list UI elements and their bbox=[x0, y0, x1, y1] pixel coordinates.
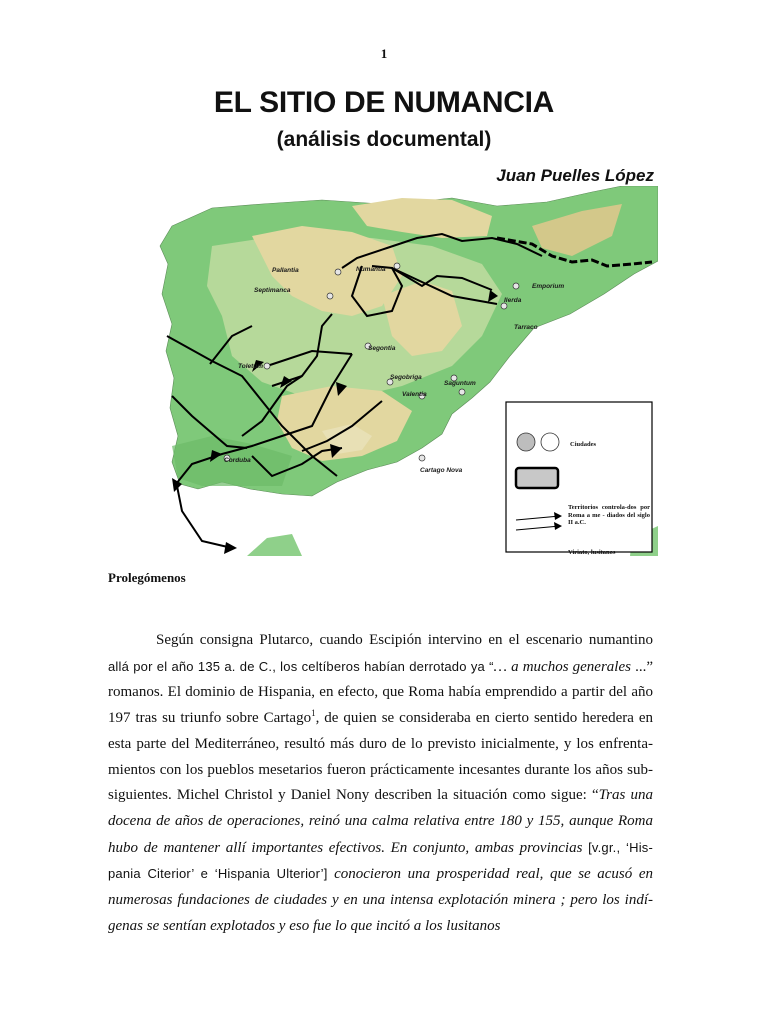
document-subtitle: (análisis documental) bbox=[276, 128, 492, 151]
city-label-saguntum: Saguntum bbox=[444, 380, 476, 387]
iberia-campaign-map bbox=[152, 186, 658, 556]
city-label-valentia: Valentia bbox=[402, 391, 427, 398]
body-text bbox=[108, 628, 653, 939]
quoted-text: Tras una docena de años de operaciones, reinó una calma relativa entre 180 y 155, aunque Roma hubo de mantener allí importantes efectivos. En conjunto, ambas provincias bbox=[108, 787, 653, 856]
page-number: 1 bbox=[380, 46, 388, 61]
text-run: Según consigna Plutarco, cuando Escipión intervino en el escenario numantino bbox=[156, 632, 653, 648]
city-label-emporium: Emporium bbox=[532, 283, 565, 290]
city-label-cartago: Cartago Nova bbox=[420, 467, 463, 474]
quoted-text: … a muchos generales bbox=[493, 658, 631, 675]
legend-viriato: Viriato, lusitanos bbox=[568, 549, 616, 556]
author-name: Juan Puelles López bbox=[496, 166, 654, 185]
paragraph bbox=[108, 628, 653, 939]
map-legend bbox=[506, 402, 652, 556]
text-run: , de quien se consideraba en cierto sentido heredera en esta parte del Mediterráneo, resultó más duro de lo previsto inicialmente, y los enfrenta-mientos con los pueblos mesetarios fueron prácticamente incesantes durante los años sub-siguientes. Michel Christol y Daniel Nony describen la situación como sigue: “ bbox=[108, 710, 653, 804]
city-label-segobriga: Segobriga bbox=[390, 374, 422, 381]
legend-cities: Ciudades bbox=[570, 441, 597, 448]
footnote-marker[interactable]: 1 bbox=[311, 708, 316, 719]
section-heading: Prolegómenos bbox=[108, 570, 186, 585]
legend-city-marker-filled bbox=[517, 433, 535, 451]
city-label-corduba: Corduba bbox=[224, 457, 251, 464]
text-run: ...” romanos. El dominio de Hispania, en efecto, que Roma había emprendido a partir del año 197 tras su triunfo sobre Cartago bbox=[108, 658, 653, 727]
city-label-ilerda: Ilerda bbox=[504, 297, 522, 304]
legend-territories: Territorios controla-dos por Roma a me - diados del siglo II a.C. bbox=[568, 504, 650, 526]
city-label-septimanca: Septimanca bbox=[254, 287, 291, 294]
city-label-numantia: Numantia bbox=[356, 266, 386, 273]
city-label-tarraco: Tarraco bbox=[514, 324, 538, 331]
city-label-segontia: Segontia bbox=[368, 345, 396, 352]
text-run: allá por el año 135 a. de C., los celtíberos habían derrotado ya “ bbox=[108, 658, 494, 674]
editorial-note: [v.gr., ‘His-pania Citerior’ e ‘Hispania Ulterior’] bbox=[108, 839, 654, 882]
legend-city-marker-empty bbox=[541, 433, 559, 451]
city-label-toletum: Toletum bbox=[238, 363, 264, 370]
city-label-pallantia: Pallantia bbox=[272, 267, 299, 274]
quoted-text: conocieron una prosperidad real, que se acusó en numerosas fundaciones de ciudades y en una intensa explotación minera ; pero los indí-genas se sentían explotados y eso fue lo que incitó a los lusitanos bbox=[108, 866, 653, 934]
document-title: EL SITIO DE NUMANCIA bbox=[213, 86, 555, 119]
legend-territory-swatch bbox=[516, 468, 558, 488]
